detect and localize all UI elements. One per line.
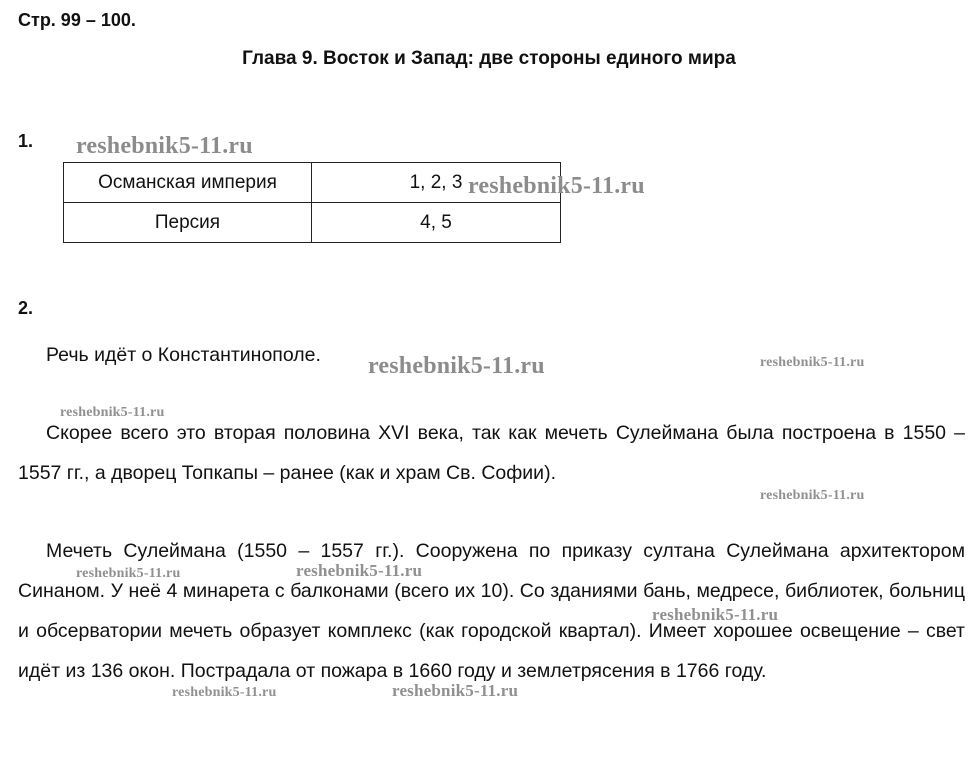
watermark: reshebnik5-11.ru	[76, 133, 253, 159]
answer-paragraph-3: Мечеть Сулеймана (1550 – 1557 гг.). Сооружена по приказу султана Сулеймана архитектором Синаном. У неё 4 минарета с балконами (всего их 10). Со зданиями бань, медресе, библиотек, больниц и обсерватории мечеть образует комплекс (как городской квартал). Имеет хорошее освещение – свет идёт из 136 окон. Пострадала от пожара в 1660 году и землетрясения в 1766 году.	[18, 540, 965, 682]
page-reference: Стр. 99 – 100.	[18, 10, 136, 30]
watermark: reshebnik5-11.ru	[760, 488, 865, 503]
watermark: reshebnik5-11.ru	[368, 353, 545, 379]
table-cell-numbers: 4, 5	[312, 203, 561, 243]
watermark: reshebnik5-11.ru	[172, 685, 277, 700]
table-cell-country: Персия	[64, 203, 312, 243]
watermark: reshebnik5-11.ru	[60, 405, 165, 420]
table-row	[64, 203, 561, 243]
table-cell-numbers: 1, 2, 3	[312, 163, 561, 203]
watermark: reshebnik5-11.ru	[76, 566, 181, 581]
watermark: reshebnik5-11.ru	[468, 173, 645, 199]
chapter-title: Глава 9. Восток и Запад: две стороны единого мира	[242, 48, 736, 69]
watermark: reshebnik5-11.ru	[296, 561, 423, 580]
watermark: reshebnik5-11.ru	[392, 681, 519, 700]
question-2-number: 2.	[18, 298, 34, 318]
watermark: reshebnik5-11.ru	[760, 355, 865, 370]
watermark: reshebnik5-11.ru	[652, 605, 779, 624]
table-cell-country: Османская империя	[64, 163, 312, 203]
question-1-number: 1.	[18, 131, 34, 151]
answer-paragraph-1: Речь идёт о Константинополе.	[46, 344, 321, 366]
answer-paragraph-2: Скорее всего это вторая половина XVI века, так как мечеть Сулеймана была построена в 1550 – 1557 гг., а дворец Топкапы – ранее (как и храм Св. Софии).	[18, 422, 965, 484]
